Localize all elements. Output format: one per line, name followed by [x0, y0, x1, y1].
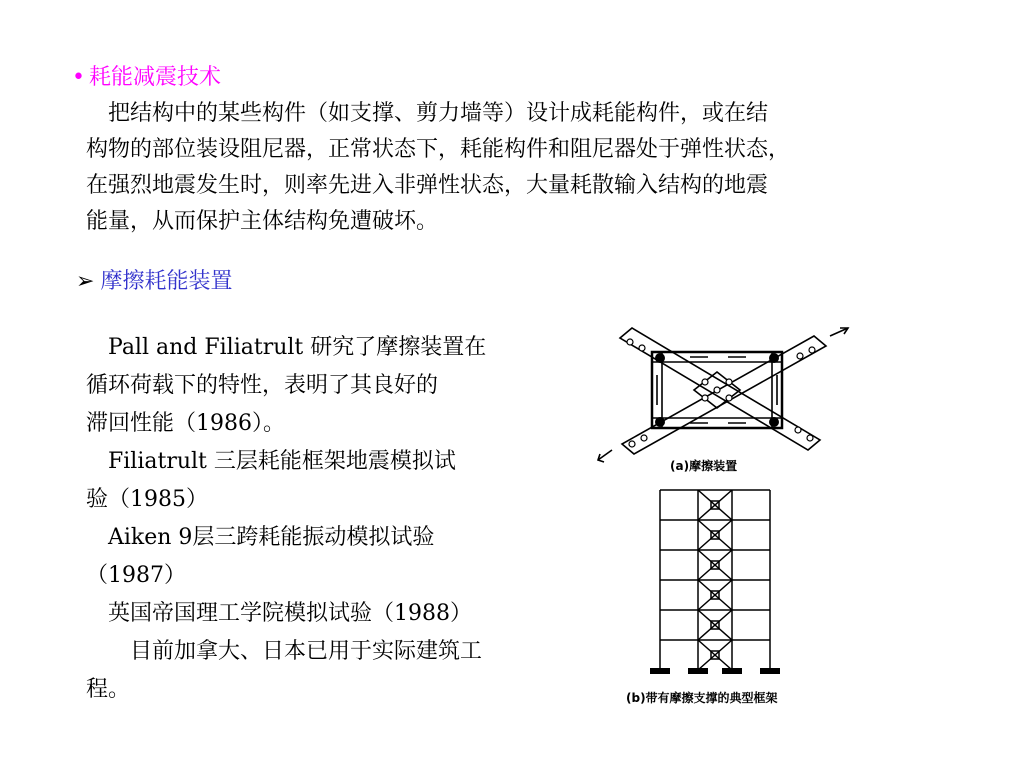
- arrow-bullet-icon: ➢: [76, 269, 95, 294]
- subheading: [76, 264, 232, 295]
- research-line: 验（1985）: [86, 487, 208, 512]
- subheading-text: 摩擦耗能装置: [100, 269, 233, 294]
- research-line: Aiken 9层三跨耗能振动模拟试验: [86, 525, 435, 550]
- friction-device-diagram: [590, 320, 860, 480]
- research-line: 循环荷载下的特性，表明了其良好的: [86, 373, 439, 398]
- figure-b-caption: (b)带有摩擦支撑的典型框架: [626, 691, 778, 705]
- figure-a-caption: (a)摩擦装置: [670, 459, 738, 473]
- braced-frame-diagram: [620, 480, 840, 710]
- paragraph-line: 把结构中的某些构件（如支撑、剪力墙等）设计成耗能构件，或在结: [86, 101, 769, 126]
- intro-paragraph: [86, 96, 986, 240]
- paragraph-line: 能量，从而保护主体结构免遭破坏。: [86, 209, 439, 234]
- research-line: Filiatrult 三层耗能框架地震模拟试: [86, 449, 456, 474]
- research-line: Pall and Filiatrult 研究了摩擦装置在: [86, 335, 487, 360]
- research-line: （1987）: [86, 563, 186, 588]
- research-line: 程。: [86, 677, 131, 702]
- research-line: 滞回性能（1986）。: [86, 411, 285, 436]
- research-list: [86, 329, 566, 709]
- heading-text: 耗能减震技术: [88, 65, 221, 90]
- bullet-marker: •: [72, 65, 85, 90]
- paragraph-line: 在强烈地震发生时，则率先进入非弹性状态，大量耗散输入结构的地震: [86, 173, 769, 198]
- research-line: 英国帝国理工学院模拟试验（1988）: [86, 601, 472, 626]
- paragraph-line: 构物的部位装设阻尼器，正常状态下，耗能构件和阻尼器处于弹性状态，: [86, 137, 791, 162]
- section-heading: [72, 60, 221, 91]
- research-line: 目前加拿大、日本已用于实际建筑工: [86, 639, 483, 664]
